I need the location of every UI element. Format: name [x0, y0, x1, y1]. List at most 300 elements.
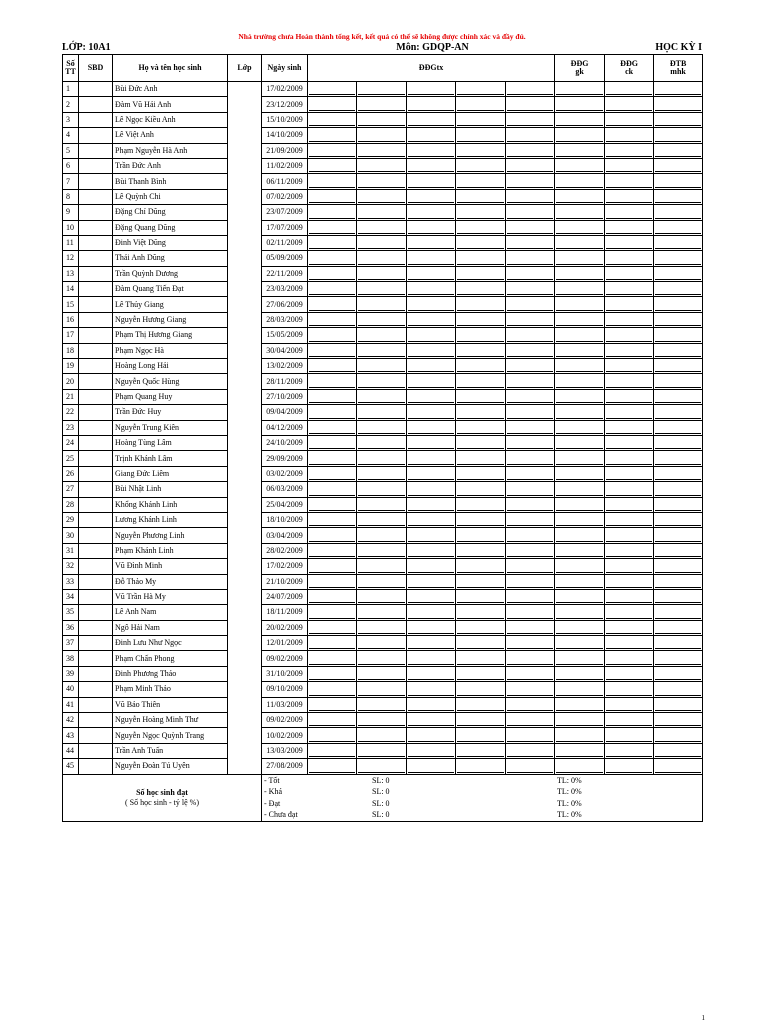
dtb-score-cell[interactable]: [654, 651, 703, 666]
ddgck-score-cell[interactable]: [605, 143, 654, 158]
ddgck-score-cell[interactable]: [605, 128, 654, 143]
ddgtx-score-cell[interactable]: [506, 543, 555, 558]
ddgck-score-cell[interactable]: [605, 189, 654, 204]
ddgtx-score-cell[interactable]: [357, 112, 407, 127]
ddgtx-score-cell[interactable]: [308, 174, 357, 189]
ddgtx-score-cell[interactable]: [308, 420, 357, 435]
ddgtx-score-cell[interactable]: [506, 589, 555, 604]
ddgtx-score-cell[interactable]: [506, 251, 555, 266]
ddgtx-score-cell[interactable]: [407, 405, 456, 420]
ddgck-score-cell[interactable]: [605, 97, 654, 112]
ddgtx-score-cell[interactable]: [456, 559, 506, 574]
dtb-score-cell[interactable]: [654, 282, 703, 297]
ddgtx-score-cell[interactable]: [506, 205, 555, 220]
ddgck-score-cell[interactable]: [605, 728, 654, 743]
ddgtx-score-cell[interactable]: [357, 574, 407, 589]
ddgtx-score-cell[interactable]: [506, 389, 555, 404]
ddgtx-score-cell[interactable]: [308, 620, 357, 635]
ddgtx-score-cell[interactable]: [407, 743, 456, 758]
ddgtx-score-cell[interactable]: [407, 220, 456, 235]
dtb-score-cell[interactable]: [654, 189, 703, 204]
ddggk-score-cell[interactable]: [555, 743, 605, 758]
dtb-score-cell[interactable]: [654, 574, 703, 589]
ddgtx-score-cell[interactable]: [407, 282, 456, 297]
ddggk-score-cell[interactable]: [555, 497, 605, 512]
ddgtx-score-cell[interactable]: [357, 158, 407, 173]
dtb-score-cell[interactable]: [654, 297, 703, 312]
ddgtx-score-cell[interactable]: [456, 605, 506, 620]
dtb-score-cell[interactable]: [654, 543, 703, 558]
dtb-score-cell[interactable]: [654, 728, 703, 743]
ddgtx-score-cell[interactable]: [407, 374, 456, 389]
ddggk-score-cell[interactable]: [555, 605, 605, 620]
ddgtx-score-cell[interactable]: [357, 589, 407, 604]
ddggk-score-cell[interactable]: [555, 359, 605, 374]
ddgtx-score-cell[interactable]: [407, 682, 456, 697]
ddgtx-score-cell[interactable]: [308, 651, 357, 666]
ddgtx-score-cell[interactable]: [456, 651, 506, 666]
ddgtx-score-cell[interactable]: [506, 328, 555, 343]
ddggk-score-cell[interactable]: [555, 666, 605, 681]
ddgtx-score-cell[interactable]: [308, 743, 357, 758]
ddggk-score-cell[interactable]: [555, 128, 605, 143]
ddgtx-score-cell[interactable]: [357, 205, 407, 220]
ddgtx-score-cell[interactable]: [357, 559, 407, 574]
ddgtx-score-cell[interactable]: [308, 435, 357, 450]
ddgtx-score-cell[interactable]: [357, 343, 407, 358]
ddgtx-score-cell[interactable]: [506, 743, 555, 758]
ddgtx-score-cell[interactable]: [456, 328, 506, 343]
ddgtx-score-cell[interactable]: [456, 697, 506, 712]
ddgtx-score-cell[interactable]: [357, 466, 407, 481]
dtb-score-cell[interactable]: [654, 697, 703, 712]
ddgtx-score-cell[interactable]: [456, 235, 506, 250]
dtb-score-cell[interactable]: [654, 266, 703, 281]
ddgtx-score-cell[interactable]: [357, 512, 407, 527]
ddggk-score-cell[interactable]: [555, 251, 605, 266]
ddgck-score-cell[interactable]: [605, 605, 654, 620]
ddgtx-score-cell[interactable]: [357, 282, 407, 297]
ddgtx-score-cell[interactable]: [308, 205, 357, 220]
ddgtx-score-cell[interactable]: [506, 189, 555, 204]
dtb-score-cell[interactable]: [654, 759, 703, 774]
ddgtx-score-cell[interactable]: [456, 205, 506, 220]
ddgtx-score-cell[interactable]: [308, 189, 357, 204]
dtb-score-cell[interactable]: [654, 251, 703, 266]
ddggk-score-cell[interactable]: [555, 543, 605, 558]
ddgtx-score-cell[interactable]: [357, 528, 407, 543]
ddgtx-score-cell[interactable]: [357, 405, 407, 420]
ddgtx-score-cell[interactable]: [407, 697, 456, 712]
ddgtx-score-cell[interactable]: [456, 174, 506, 189]
ddgtx-score-cell[interactable]: [308, 543, 357, 558]
ddgtx-score-cell[interactable]: [456, 282, 506, 297]
ddgtx-score-cell[interactable]: [308, 251, 357, 266]
ddgtx-score-cell[interactable]: [456, 389, 506, 404]
ddgtx-score-cell[interactable]: [506, 405, 555, 420]
ddggk-score-cell[interactable]: [555, 651, 605, 666]
ddgtx-score-cell[interactable]: [407, 543, 456, 558]
ddgtx-score-cell[interactable]: [506, 97, 555, 112]
ddggk-score-cell[interactable]: [555, 112, 605, 127]
ddgtx-score-cell[interactable]: [456, 143, 506, 158]
ddgtx-score-cell[interactable]: [407, 251, 456, 266]
dtb-score-cell[interactable]: [654, 528, 703, 543]
ddgtx-score-cell[interactable]: [308, 682, 357, 697]
ddgtx-score-cell[interactable]: [456, 574, 506, 589]
ddgtx-score-cell[interactable]: [308, 297, 357, 312]
ddgtx-score-cell[interactable]: [506, 374, 555, 389]
ddgtx-score-cell[interactable]: [357, 189, 407, 204]
ddgtx-score-cell[interactable]: [456, 589, 506, 604]
ddgck-score-cell[interactable]: [605, 512, 654, 527]
ddgtx-score-cell[interactable]: [407, 128, 456, 143]
ddggk-score-cell[interactable]: [555, 559, 605, 574]
dtb-score-cell[interactable]: [654, 82, 703, 97]
ddgtx-score-cell[interactable]: [506, 451, 555, 466]
ddgtx-score-cell[interactable]: [308, 220, 357, 235]
ddgtx-score-cell[interactable]: [308, 389, 357, 404]
ddgtx-score-cell[interactable]: [407, 359, 456, 374]
ddgtx-score-cell[interactable]: [357, 328, 407, 343]
ddgtx-score-cell[interactable]: [506, 128, 555, 143]
ddgtx-score-cell[interactable]: [357, 82, 407, 97]
ddgtx-score-cell[interactable]: [308, 82, 357, 97]
ddgck-score-cell[interactable]: [605, 389, 654, 404]
ddgtx-score-cell[interactable]: [357, 666, 407, 681]
ddgck-score-cell[interactable]: [605, 682, 654, 697]
ddgck-score-cell[interactable]: [605, 697, 654, 712]
dtb-score-cell[interactable]: [654, 482, 703, 497]
ddgck-score-cell[interactable]: [605, 543, 654, 558]
ddgck-score-cell[interactable]: [605, 420, 654, 435]
ddggk-score-cell[interactable]: [555, 620, 605, 635]
ddgtx-score-cell[interactable]: [506, 512, 555, 527]
ddggk-score-cell[interactable]: [555, 697, 605, 712]
ddgtx-score-cell[interactable]: [357, 620, 407, 635]
ddgtx-score-cell[interactable]: [407, 420, 456, 435]
dtb-score-cell[interactable]: [654, 235, 703, 250]
ddggk-score-cell[interactable]: [555, 528, 605, 543]
ddgtx-score-cell[interactable]: [407, 235, 456, 250]
ddgck-score-cell[interactable]: [605, 574, 654, 589]
ddgtx-score-cell[interactable]: [506, 82, 555, 97]
ddgtx-score-cell[interactable]: [357, 374, 407, 389]
ddgtx-score-cell[interactable]: [407, 559, 456, 574]
ddgtx-score-cell[interactable]: [308, 697, 357, 712]
ddgtx-score-cell[interactable]: [456, 158, 506, 173]
ddggk-score-cell[interactable]: [555, 374, 605, 389]
ddgtx-score-cell[interactable]: [357, 220, 407, 235]
ddggk-score-cell[interactable]: [555, 466, 605, 481]
ddgtx-score-cell[interactable]: [357, 251, 407, 266]
ddgtx-score-cell[interactable]: [308, 759, 357, 774]
ddgtx-score-cell[interactable]: [456, 251, 506, 266]
ddgtx-score-cell[interactable]: [407, 482, 456, 497]
ddgtx-score-cell[interactable]: [506, 497, 555, 512]
ddggk-score-cell[interactable]: [555, 266, 605, 281]
ddgtx-score-cell[interactable]: [456, 482, 506, 497]
ddgtx-score-cell[interactable]: [407, 759, 456, 774]
ddggk-score-cell[interactable]: [555, 158, 605, 173]
ddgtx-score-cell[interactable]: [456, 528, 506, 543]
ddgtx-score-cell[interactable]: [407, 620, 456, 635]
ddgck-score-cell[interactable]: [605, 297, 654, 312]
ddgtx-score-cell[interactable]: [357, 682, 407, 697]
ddgtx-score-cell[interactable]: [308, 405, 357, 420]
ddgtx-score-cell[interactable]: [357, 713, 407, 728]
ddgtx-score-cell[interactable]: [456, 420, 506, 435]
ddgtx-score-cell[interactable]: [357, 482, 407, 497]
ddgck-score-cell[interactable]: [605, 559, 654, 574]
ddgtx-score-cell[interactable]: [456, 374, 506, 389]
ddgtx-score-cell[interactable]: [357, 143, 407, 158]
ddgck-score-cell[interactable]: [605, 374, 654, 389]
ddgck-score-cell[interactable]: [605, 759, 654, 774]
ddgtx-score-cell[interactable]: [506, 666, 555, 681]
ddggk-score-cell[interactable]: [555, 235, 605, 250]
ddgtx-score-cell[interactable]: [407, 636, 456, 651]
dtb-score-cell[interactable]: [654, 497, 703, 512]
ddgtx-score-cell[interactable]: [506, 435, 555, 450]
ddgtx-score-cell[interactable]: [506, 682, 555, 697]
ddgtx-score-cell[interactable]: [506, 713, 555, 728]
ddgtx-score-cell[interactable]: [407, 574, 456, 589]
ddggk-score-cell[interactable]: [555, 297, 605, 312]
ddgtx-score-cell[interactable]: [308, 728, 357, 743]
ddggk-score-cell[interactable]: [555, 728, 605, 743]
dtb-score-cell[interactable]: [654, 743, 703, 758]
ddgtx-score-cell[interactable]: [506, 759, 555, 774]
ddgtx-score-cell[interactable]: [407, 112, 456, 127]
ddgck-score-cell[interactable]: [605, 713, 654, 728]
ddgtx-score-cell[interactable]: [506, 343, 555, 358]
dtb-score-cell[interactable]: [654, 312, 703, 327]
ddgtx-score-cell[interactable]: [506, 605, 555, 620]
ddgck-score-cell[interactable]: [605, 251, 654, 266]
ddgck-score-cell[interactable]: [605, 466, 654, 481]
ddgtx-score-cell[interactable]: [407, 343, 456, 358]
ddgtx-score-cell[interactable]: [407, 205, 456, 220]
ddgtx-score-cell[interactable]: [357, 651, 407, 666]
ddgtx-score-cell[interactable]: [308, 374, 357, 389]
dtb-score-cell[interactable]: [654, 420, 703, 435]
ddgtx-score-cell[interactable]: [308, 328, 357, 343]
ddgtx-score-cell[interactable]: [506, 143, 555, 158]
ddgtx-score-cell[interactable]: [357, 420, 407, 435]
ddgtx-score-cell[interactable]: [357, 636, 407, 651]
ddggk-score-cell[interactable]: [555, 759, 605, 774]
ddgtx-score-cell[interactable]: [456, 512, 506, 527]
ddgtx-score-cell[interactable]: [357, 97, 407, 112]
ddgtx-score-cell[interactable]: [506, 297, 555, 312]
ddgtx-score-cell[interactable]: [456, 405, 506, 420]
dtb-score-cell[interactable]: [654, 128, 703, 143]
ddgck-score-cell[interactable]: [605, 482, 654, 497]
ddgtx-score-cell[interactable]: [308, 589, 357, 604]
ddgtx-score-cell[interactable]: [506, 466, 555, 481]
ddgtx-score-cell[interactable]: [357, 297, 407, 312]
ddgtx-score-cell[interactable]: [407, 328, 456, 343]
ddggk-score-cell[interactable]: [555, 343, 605, 358]
ddgtx-score-cell[interactable]: [407, 605, 456, 620]
ddgtx-score-cell[interactable]: [456, 220, 506, 235]
ddgck-score-cell[interactable]: [605, 158, 654, 173]
ddgtx-score-cell[interactable]: [357, 697, 407, 712]
ddgtx-score-cell[interactable]: [456, 189, 506, 204]
ddgck-score-cell[interactable]: [605, 205, 654, 220]
dtb-score-cell[interactable]: [654, 605, 703, 620]
ddgtx-score-cell[interactable]: [506, 697, 555, 712]
ddggk-score-cell[interactable]: [555, 512, 605, 527]
ddgtx-score-cell[interactable]: [506, 528, 555, 543]
ddggk-score-cell[interactable]: [555, 189, 605, 204]
ddggk-score-cell[interactable]: [555, 713, 605, 728]
ddgtx-score-cell[interactable]: [308, 713, 357, 728]
ddggk-score-cell[interactable]: [555, 451, 605, 466]
ddgtx-score-cell[interactable]: [456, 128, 506, 143]
ddgtx-score-cell[interactable]: [357, 435, 407, 450]
ddggk-score-cell[interactable]: [555, 574, 605, 589]
ddggk-score-cell[interactable]: [555, 405, 605, 420]
ddgtx-score-cell[interactable]: [407, 158, 456, 173]
ddgtx-score-cell[interactable]: [506, 728, 555, 743]
ddgtx-score-cell[interactable]: [357, 759, 407, 774]
ddgtx-score-cell[interactable]: [308, 359, 357, 374]
ddgck-score-cell[interactable]: [605, 405, 654, 420]
ddgtx-score-cell[interactable]: [506, 620, 555, 635]
ddgtx-score-cell[interactable]: [456, 451, 506, 466]
ddgtx-score-cell[interactable]: [357, 266, 407, 281]
ddgtx-score-cell[interactable]: [308, 528, 357, 543]
ddgtx-score-cell[interactable]: [407, 589, 456, 604]
dtb-score-cell[interactable]: [654, 158, 703, 173]
ddgtx-score-cell[interactable]: [456, 620, 506, 635]
ddgtx-score-cell[interactable]: [456, 728, 506, 743]
ddggk-score-cell[interactable]: [555, 636, 605, 651]
ddgtx-score-cell[interactable]: [357, 728, 407, 743]
ddgtx-score-cell[interactable]: [407, 666, 456, 681]
dtb-score-cell[interactable]: [654, 205, 703, 220]
ddgtx-score-cell[interactable]: [357, 128, 407, 143]
dtb-score-cell[interactable]: [654, 359, 703, 374]
ddgtx-score-cell[interactable]: [506, 266, 555, 281]
ddgtx-score-cell[interactable]: [357, 543, 407, 558]
ddgtx-score-cell[interactable]: [456, 666, 506, 681]
ddggk-score-cell[interactable]: [555, 589, 605, 604]
dtb-score-cell[interactable]: [654, 512, 703, 527]
ddgtx-score-cell[interactable]: [506, 559, 555, 574]
ddgtx-score-cell[interactable]: [506, 158, 555, 173]
ddgtx-score-cell[interactable]: [308, 282, 357, 297]
ddgtx-score-cell[interactable]: [407, 312, 456, 327]
ddgtx-score-cell[interactable]: [456, 497, 506, 512]
ddgtx-score-cell[interactable]: [357, 235, 407, 250]
dtb-score-cell[interactable]: [654, 589, 703, 604]
ddgtx-score-cell[interactable]: [407, 97, 456, 112]
ddgtx-score-cell[interactable]: [407, 143, 456, 158]
ddggk-score-cell[interactable]: [555, 220, 605, 235]
ddgtx-score-cell[interactable]: [357, 389, 407, 404]
ddgck-score-cell[interactable]: [605, 435, 654, 450]
ddgtx-score-cell[interactable]: [456, 759, 506, 774]
ddgtx-score-cell[interactable]: [407, 728, 456, 743]
ddgtx-score-cell[interactable]: [456, 543, 506, 558]
ddgtx-score-cell[interactable]: [407, 189, 456, 204]
dtb-score-cell[interactable]: [654, 466, 703, 481]
ddgtx-score-cell[interactable]: [506, 420, 555, 435]
ddgtx-score-cell[interactable]: [506, 312, 555, 327]
ddgtx-score-cell[interactable]: [456, 682, 506, 697]
ddgtx-score-cell[interactable]: [357, 451, 407, 466]
ddggk-score-cell[interactable]: [555, 97, 605, 112]
ddgtx-score-cell[interactable]: [456, 82, 506, 97]
ddgtx-score-cell[interactable]: [308, 312, 357, 327]
ddgtx-score-cell[interactable]: [456, 466, 506, 481]
ddgck-score-cell[interactable]: [605, 312, 654, 327]
ddggk-score-cell[interactable]: [555, 82, 605, 97]
ddggk-score-cell[interactable]: [555, 282, 605, 297]
dtb-score-cell[interactable]: [654, 174, 703, 189]
ddgtx-score-cell[interactable]: [506, 482, 555, 497]
ddgtx-score-cell[interactable]: [456, 112, 506, 127]
dtb-score-cell[interactable]: [654, 682, 703, 697]
ddgtx-score-cell[interactable]: [506, 282, 555, 297]
dtb-score-cell[interactable]: [654, 143, 703, 158]
ddgtx-score-cell[interactable]: [308, 636, 357, 651]
ddgtx-score-cell[interactable]: [407, 497, 456, 512]
ddgtx-score-cell[interactable]: [308, 497, 357, 512]
ddgtx-score-cell[interactable]: [407, 82, 456, 97]
ddgtx-score-cell[interactable]: [308, 128, 357, 143]
ddgtx-score-cell[interactable]: [407, 512, 456, 527]
ddgtx-score-cell[interactable]: [506, 359, 555, 374]
dtb-score-cell[interactable]: [654, 636, 703, 651]
ddgtx-score-cell[interactable]: [506, 112, 555, 127]
ddgtx-score-cell[interactable]: [407, 528, 456, 543]
ddgtx-score-cell[interactable]: [456, 743, 506, 758]
ddgck-score-cell[interactable]: [605, 651, 654, 666]
ddgck-score-cell[interactable]: [605, 620, 654, 635]
ddgtx-score-cell[interactable]: [456, 359, 506, 374]
ddgck-score-cell[interactable]: [605, 359, 654, 374]
ddgtx-score-cell[interactable]: [357, 497, 407, 512]
ddgck-score-cell[interactable]: [605, 235, 654, 250]
ddgck-score-cell[interactable]: [605, 266, 654, 281]
ddgtx-score-cell[interactable]: [407, 389, 456, 404]
ddgck-score-cell[interactable]: [605, 282, 654, 297]
ddgtx-score-cell[interactable]: [407, 174, 456, 189]
ddgtx-score-cell[interactable]: [357, 605, 407, 620]
ddgtx-score-cell[interactable]: [506, 220, 555, 235]
ddgck-score-cell[interactable]: [605, 112, 654, 127]
ddgck-score-cell[interactable]: [605, 328, 654, 343]
ddgck-score-cell[interactable]: [605, 528, 654, 543]
ddgtx-score-cell[interactable]: [407, 266, 456, 281]
dtb-score-cell[interactable]: [654, 435, 703, 450]
ddggk-score-cell[interactable]: [555, 205, 605, 220]
ddgtx-score-cell[interactable]: [456, 343, 506, 358]
ddgtx-score-cell[interactable]: [308, 482, 357, 497]
ddgck-score-cell[interactable]: [605, 743, 654, 758]
ddgck-score-cell[interactable]: [605, 589, 654, 604]
ddgtx-score-cell[interactable]: [506, 235, 555, 250]
ddgtx-score-cell[interactable]: [308, 666, 357, 681]
dtb-score-cell[interactable]: [654, 97, 703, 112]
ddgck-score-cell[interactable]: [605, 666, 654, 681]
dtb-score-cell[interactable]: [654, 374, 703, 389]
ddggk-score-cell[interactable]: [555, 143, 605, 158]
